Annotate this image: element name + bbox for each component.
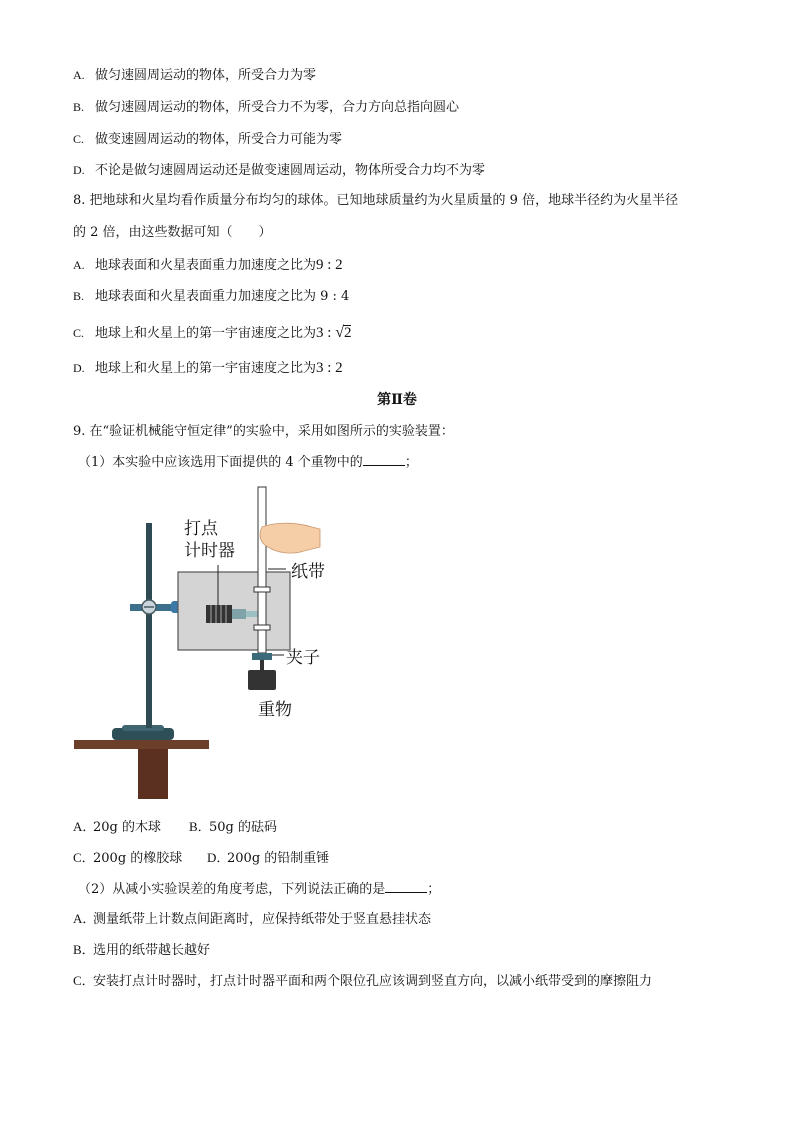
- option-label: B．: [189, 819, 211, 834]
- option-text: 50g 的砝码: [209, 820, 277, 835]
- option-label: B.: [73, 289, 85, 303]
- q7-option-b: [73, 98, 459, 117]
- hand-icon: [260, 523, 320, 553]
- option-text: 做匀速圆周运动的物体，所受合力为零: [95, 68, 317, 83]
- clamp-label: 夹子: [286, 648, 320, 668]
- q8-option-b: [73, 287, 349, 306]
- part1-option-b: [189, 818, 277, 837]
- q9-part2-option-c: [73, 972, 652, 991]
- sqrt-radicand: 2: [343, 325, 352, 341]
- part1-option-a: [73, 818, 189, 837]
- q7-option-a: [73, 66, 316, 85]
- weight-label: 重物: [258, 700, 292, 720]
- q9-part1-options-row1: [73, 818, 277, 837]
- option-text: 选用的纸带越长越好: [93, 943, 211, 958]
- option-label: C.: [73, 132, 85, 146]
- q8-option-c: [73, 324, 351, 343]
- timer-label-line1: 打点: [184, 519, 218, 539]
- q9-part2-option-b: [73, 941, 210, 960]
- option-text: 不论是做匀速圆周运动还是做变速圆周运动，物体所受合力均不为零: [95, 163, 486, 178]
- option-label: B.: [73, 100, 85, 114]
- answer-blank: [385, 880, 427, 893]
- q9-part2: [78, 880, 440, 899]
- table-top: [74, 740, 209, 749]
- option-label: C.: [73, 326, 85, 340]
- option-text: 做变速圆周运动的物体，所受合力可能为零: [95, 132, 343, 147]
- option-label: A.: [73, 68, 85, 82]
- q9-part1-options-row2: [73, 849, 329, 868]
- apparatus-diagram: [72, 485, 362, 805]
- part2-text: （2）从减小实验误差的角度考虑，下列说法正确的是: [78, 882, 386, 897]
- option-text: 200g 的橡胶球: [93, 851, 183, 866]
- timer-label-line2: 计时器: [184, 541, 235, 561]
- answer-blank: [363, 453, 405, 466]
- option-label: A．: [73, 911, 96, 926]
- q9-part1: [78, 453, 418, 472]
- option-label: D.: [73, 361, 85, 375]
- tape-label: 纸带: [291, 562, 325, 582]
- stand-pole: [146, 523, 152, 728]
- option-text: 地球表面和火星表面重力加速度之比为 9 : 4: [95, 289, 350, 304]
- option-label: D.: [73, 163, 85, 177]
- option-text: 20g 的木球: [93, 820, 161, 835]
- table-leg: [138, 749, 168, 799]
- option-label: A．: [73, 819, 96, 834]
- option-math: 3 :: [316, 325, 336, 341]
- q7-option-c: [73, 130, 342, 149]
- part1-option-c: [73, 849, 207, 868]
- option-text: 做匀速圆周运动的物体，所受合力不为零，合力方向总指向圆心: [95, 100, 460, 115]
- option-label: A.: [73, 258, 85, 272]
- weight-icon: [248, 670, 276, 690]
- section-title: 第Ⅱ卷: [377, 392, 417, 408]
- option-text: 安装打点计时器时，打点计时器平面和两个限位孔应该调到竖直方向，以减小纸带受到的摩擦阻力: [93, 974, 653, 989]
- clamp-icon: [252, 653, 272, 660]
- option-text: 地球上和火星上的第一宇宙速度之比为: [95, 326, 317, 341]
- q8-stem-line1: 8. 把地球和火星均看作质量分布均匀的球体。已知地球质量约为火星质量的 9 倍，地球半径约为火星半径: [73, 193, 679, 208]
- q8-option-d: [73, 359, 343, 378]
- timer-icon: [206, 605, 232, 623]
- option-label: B．: [73, 942, 95, 957]
- option-label: D．: [207, 850, 230, 865]
- q7-option-d: [73, 161, 485, 180]
- option-text: 地球表面和火星表面重力加速度之比为: [95, 258, 317, 273]
- q8-option-a: [73, 256, 343, 275]
- part1-option-d: [207, 849, 329, 868]
- part1-end: ；: [404, 455, 418, 470]
- part1-text: （1）本实验中应该选用下面提供的 4 个重物中的: [78, 455, 363, 470]
- q9-stem: 9. 在“验证机械能守恒定律”的实验中，采用如图所示的实验装置：: [73, 424, 454, 439]
- apparatus-figure: [72, 485, 362, 805]
- option-label: C．: [73, 973, 95, 988]
- part2-end: ；: [427, 882, 441, 897]
- option-math: 3 : 2: [316, 360, 343, 376]
- q8-stem-line2: 的 2 倍，由这些数据可知（ ）: [73, 225, 272, 240]
- option-label: C．: [73, 850, 95, 865]
- option-math: 9 : 2: [316, 257, 343, 273]
- q9-part2-option-a: [73, 910, 431, 929]
- option-text: 地球上和火星上的第一宇宙速度之比为: [95, 361, 317, 376]
- sqrt-sign: √: [335, 324, 344, 341]
- option-text: 测量纸带上计数点间距离时，应保持纸带处于竖直悬挂状态: [93, 912, 432, 927]
- option-text: 200g 的铅制重锤: [227, 851, 330, 866]
